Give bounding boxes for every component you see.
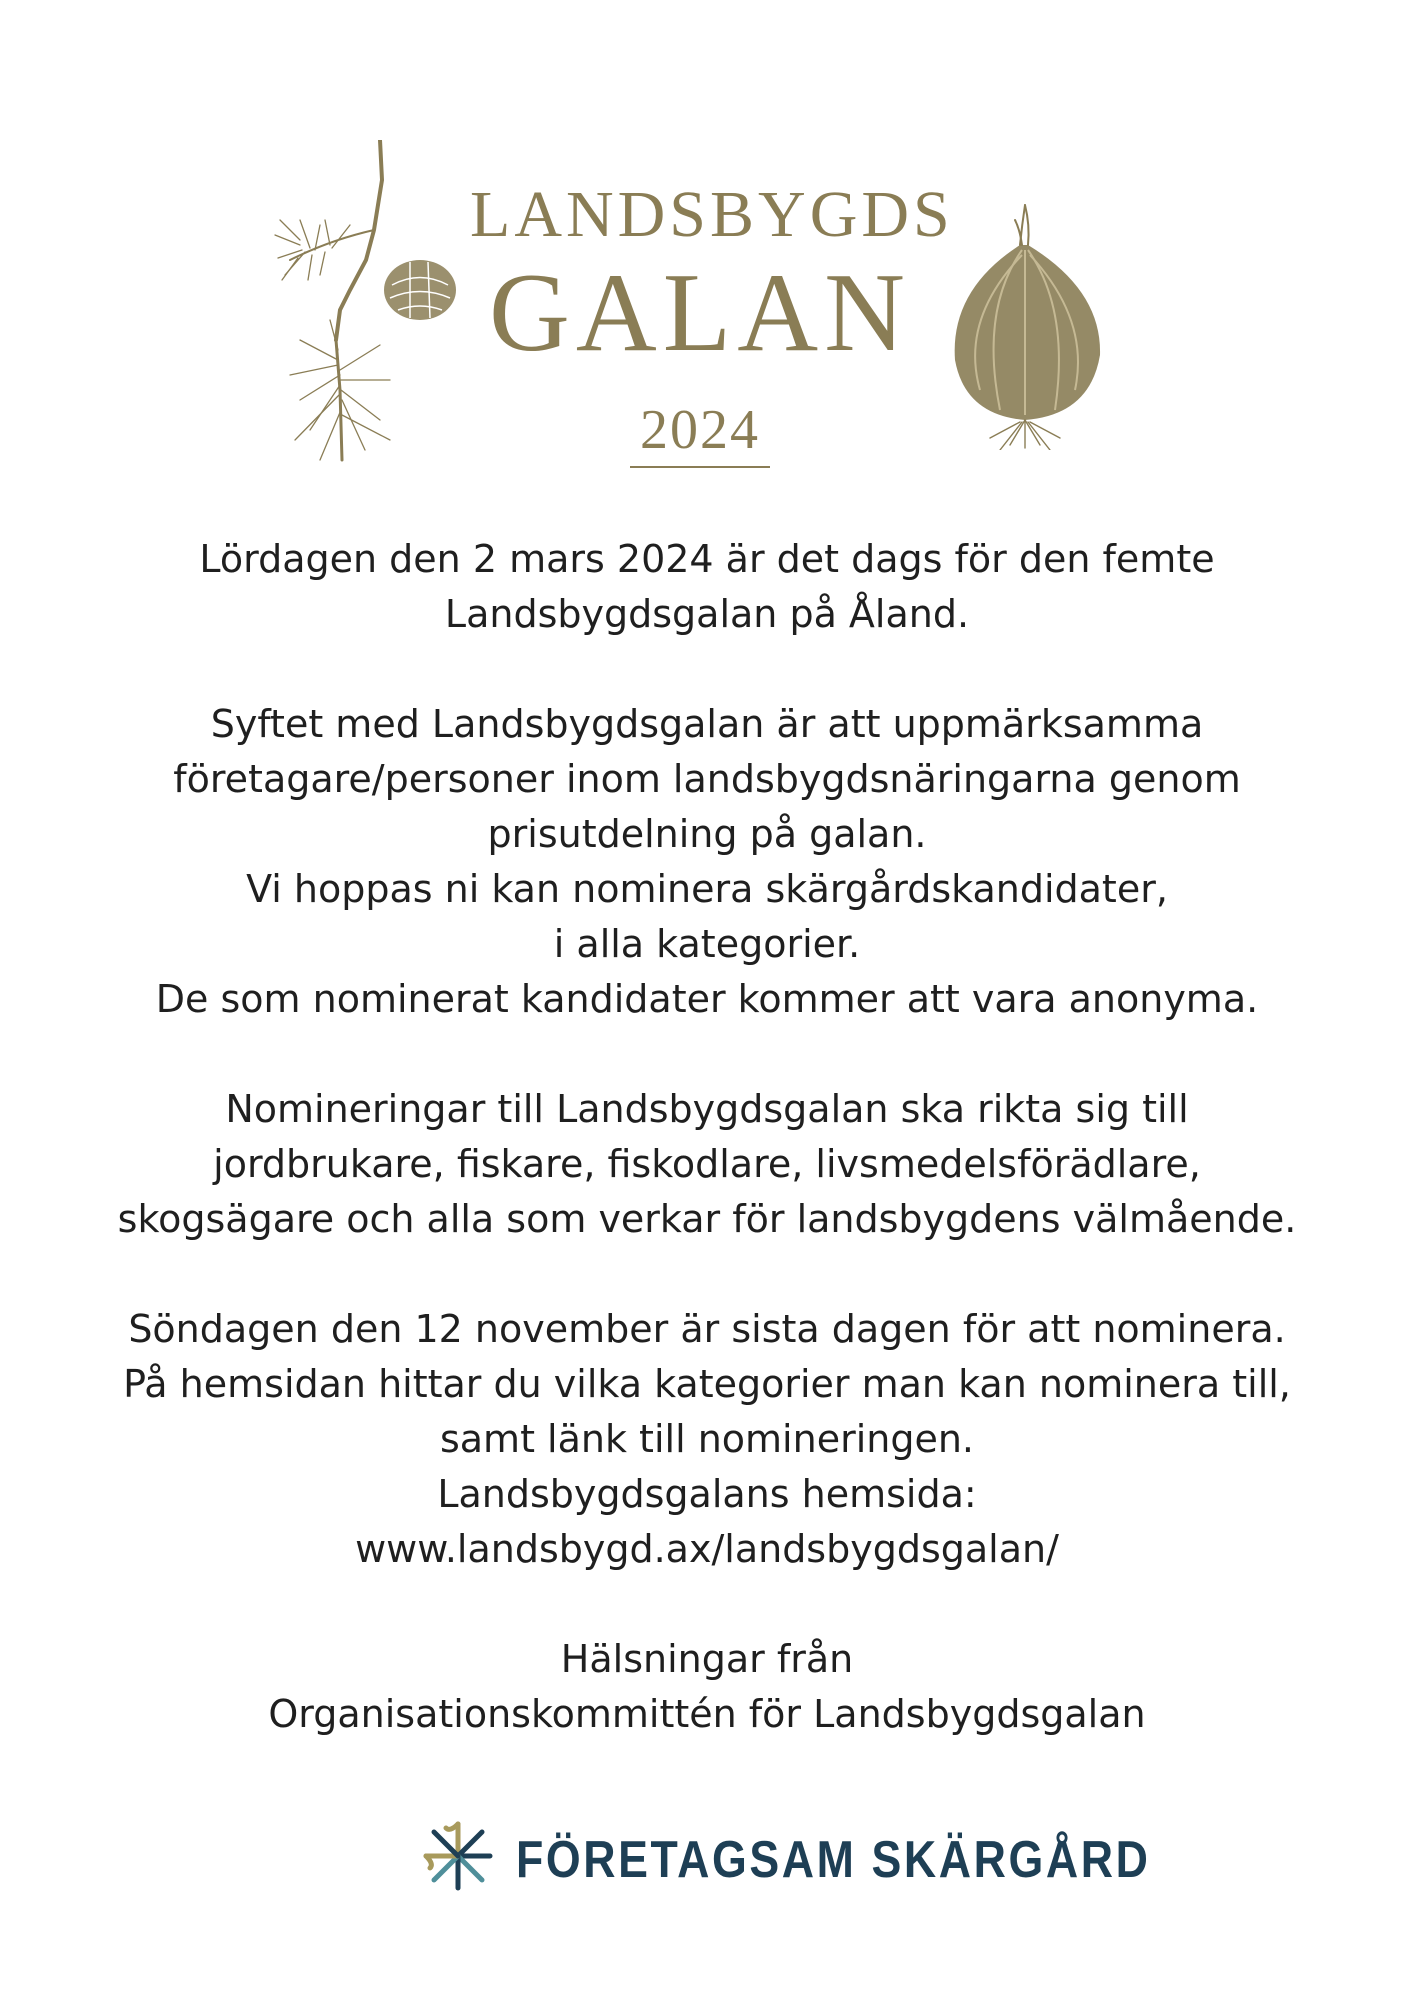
text-line: Lördagen den 2 mars 2024 är det dags för den femte <box>199 537 1215 581</box>
text-line: Landsbygdsgalans hemsida: <box>437 1472 977 1516</box>
paragraph-deadline <box>80 1302 1334 1577</box>
title-year: 2024 <box>630 400 770 468</box>
organization-name: FÖRETAGSAM SKÄRGÅRD <box>516 1831 1151 1889</box>
text-line: Vi hoppas ni kan nominera skärgårdskandidater, <box>246 867 1168 911</box>
website-url: www.landsbygd.ax/landsbygdsgalan/ <box>355 1527 1059 1571</box>
text-line: jordbrukare, fiskare, fiskodlare, livsmedelsförädlare, <box>213 1142 1201 1186</box>
pine-branch-illustration <box>270 140 500 470</box>
text-line: företagare/personer inom landsbygdsnäringarna genom <box>173 757 1241 801</box>
text-line: Hälsningar från <box>560 1637 854 1681</box>
footer-logo <box>420 1818 1151 1898</box>
title-line-1: LANDSBYGDS <box>470 178 954 251</box>
gala-title <box>470 178 954 468</box>
text-line: Syftet med Landsbygdsgalan är att uppmärksamma <box>210 702 1204 746</box>
onion-illustration <box>930 200 1120 450</box>
text-line: De som nominerat kandidater kommer att vara anonyma. <box>155 977 1259 1021</box>
text-line: skogsägare och alla som verkar för landsbygdens välmående. <box>117 1197 1297 1241</box>
text-line: i alla kategorier. <box>553 922 861 966</box>
paragraph-purpose <box>80 697 1334 1027</box>
title-line-2: GALAN <box>489 251 911 375</box>
announcement-body <box>80 532 1334 1797</box>
text-line: samt länk till nomineringen. <box>439 1417 975 1461</box>
paragraph-intro <box>80 532 1334 642</box>
text-line: Landsbygdsgalan på Åland. <box>444 592 970 636</box>
starburst-logo-icon <box>420 1818 496 1894</box>
event-header <box>0 130 1414 460</box>
paragraph-nominations <box>80 1082 1334 1247</box>
text-line: Nomineringar till Landsbygdsgalan ska rikta sig till <box>225 1087 1189 1131</box>
text-line: På hemsidan hittar du vilka kategorier man kan nominera till, <box>123 1362 1291 1406</box>
paragraph-greeting <box>80 1632 1334 1742</box>
text-line: Organisationskommittén för Landsbygdsgalan <box>268 1692 1146 1736</box>
text-line: prisutdelning på galan. <box>487 812 927 856</box>
text-line: Söndagen den 12 november är sista dagen för att nominera. <box>128 1307 1286 1351</box>
